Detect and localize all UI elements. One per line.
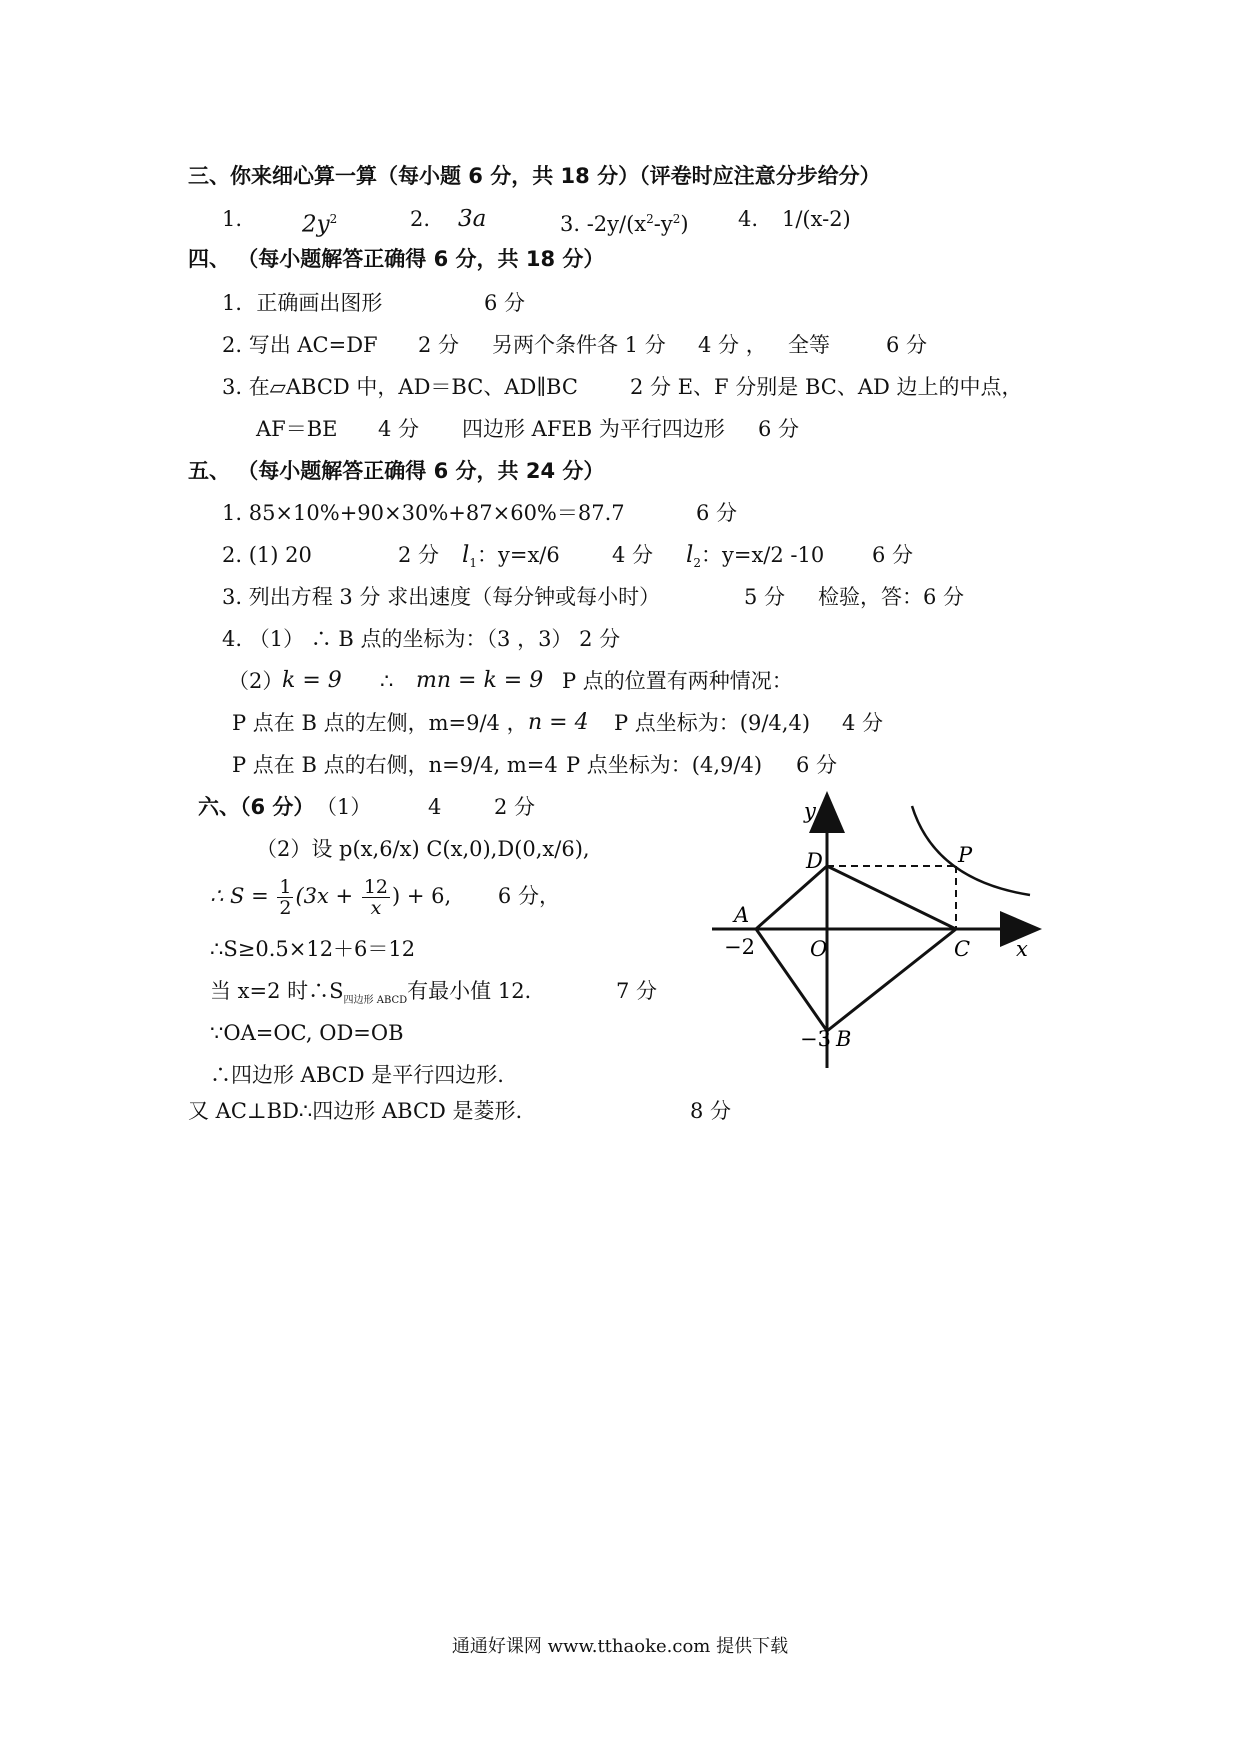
s4-l4-text: AF＝BE bbox=[256, 417, 338, 441]
s5-l7-text: P 点在 B 点的右侧，n=9/4, m=4 bbox=[232, 753, 558, 777]
s4-l1-score: 6 分 bbox=[484, 291, 526, 315]
section-4-title: 四、 （每小题解答正确得 6 分，共 18 分） bbox=[188, 247, 605, 271]
s3-a4-label: 4. bbox=[738, 207, 759, 231]
s3-a2-value: 3a bbox=[458, 206, 487, 232]
s5-l5-label: （2） bbox=[228, 669, 284, 693]
s6-line-3 bbox=[210, 872, 560, 920]
s6-line-2: （2）设 p(x,6/x) C(x,0),D(0,x/6), bbox=[256, 837, 590, 861]
s5-l5-text: P 点的位置有两种情况： bbox=[562, 669, 793, 693]
footer-text: 通通好课网 www.tthaoke.com 提供下载 bbox=[451, 1636, 789, 1657]
s6-l1-label: （1） bbox=[316, 795, 372, 819]
s5-l5-therefore: ∴ bbox=[380, 669, 394, 693]
s6-l8-text: 又 AC⊥BD∴四边形 ABCD 是菱形. bbox=[188, 1099, 523, 1123]
s5-l5-mn: mn = k = 9 bbox=[416, 668, 544, 693]
s5-l3-text-b: 检验，答：6 分 bbox=[818, 585, 965, 609]
label-b: B bbox=[836, 1027, 852, 1051]
s4-l1-text: 1．正确画出图形 bbox=[222, 291, 383, 315]
s3-a1-value: $2y^2$ bbox=[302, 211, 338, 238]
s5-l6-score: 4 分 bbox=[842, 711, 884, 735]
s6-l1-score: 2 分 bbox=[494, 795, 536, 819]
section-6-title: 六、（6 分） bbox=[198, 795, 315, 819]
s5-l2-score-b: 4 分 bbox=[612, 543, 654, 567]
section-5-title: 五、 （每小题解答正确得 6 分，共 24 分） bbox=[188, 459, 605, 483]
s4-l3-text: 3. 在▱ABCD 中，AD＝BC、AD∥BC bbox=[222, 375, 578, 399]
s5-l6-n: n = 4 bbox=[528, 710, 589, 735]
s6-l3-score: 6 分， bbox=[497, 884, 560, 908]
label-minus-2: −2 bbox=[724, 935, 755, 959]
s4-l4-score-a: 4 分 bbox=[378, 417, 420, 441]
label-o: O bbox=[810, 937, 828, 961]
label-y: y bbox=[804, 799, 816, 823]
s4-l2-score-b: 4 分 ， bbox=[698, 333, 767, 357]
s4-l2-text-c: 全等 bbox=[788, 333, 830, 357]
label-a: A bbox=[734, 903, 750, 927]
s5-line-4: 4. （1） ∴ B 点的坐标为：（3 ，3） 2 分 bbox=[222, 627, 621, 651]
s5-l2-score-a: 2 分 bbox=[398, 543, 440, 567]
s4-l4-score-b: 6 分 bbox=[758, 417, 800, 441]
label-d: D bbox=[806, 849, 823, 873]
label-c: C bbox=[954, 937, 971, 961]
rhombus-abcd bbox=[756, 866, 956, 1031]
s6-l3-twelve-over-x: $\frac{12}{x}$ bbox=[363, 876, 389, 919]
s3-a2-label: 2. bbox=[410, 207, 431, 231]
s5-l2-line1: $l_1$：y=x/6 bbox=[462, 542, 560, 571]
s6-line-6: ∵OA=OC, OD=OB bbox=[210, 1021, 404, 1045]
s6-l3-half: $\frac{1}{2}$ bbox=[279, 876, 292, 919]
s5-l5-k: k = 9 bbox=[282, 668, 342, 693]
s4-l2-score-c: 6 分 bbox=[886, 333, 928, 357]
s4-l2-text-b: 另两个条件各 1 分 bbox=[492, 333, 666, 357]
s6-l5-score: 7 分 bbox=[616, 979, 658, 1003]
s6-l1-value: 4 bbox=[428, 795, 442, 819]
section-3-title: 三、你来细心算一算（每小题 6 分，共 18 分）（评卷时应注意分步给分） bbox=[188, 164, 881, 188]
s6-l3-mid: (3x + bbox=[295, 884, 354, 908]
s5-l6-point: P 点坐标为：(9/4,4) bbox=[614, 711, 811, 735]
s6-l3-s: ∴ S = bbox=[210, 884, 269, 908]
s5-l2-text: 2. (1) 20 bbox=[222, 543, 312, 567]
s3-a1-label: 1. bbox=[222, 207, 243, 231]
s3-a4-value: 1/(x-2) bbox=[782, 207, 851, 231]
s6-l8-score: 8 分 bbox=[690, 1099, 732, 1123]
s4-l3-text-b: 2 分 E、F 分别是 BC、AD 边上的中点， bbox=[630, 375, 1023, 399]
s5-l3-text: 3. 列出方程 3 分 求出速度（每分钟或每小时） bbox=[222, 585, 661, 609]
s5-l1-score: 6 分 bbox=[696, 501, 738, 525]
hyperbola-curve bbox=[912, 806, 1030, 895]
s5-l7-point: P 点坐标为：(4,9/4) bbox=[566, 753, 763, 777]
s5-l2-line2: $l_2$：y=x/2 -10 bbox=[686, 542, 825, 571]
s5-l2-score-c: 6 分 bbox=[872, 543, 914, 567]
s5-l6-text: P 点在 B 点的左侧，m=9/4 ， bbox=[232, 711, 528, 735]
s6-line-4: ∴S≥0.5×12＋6＝12 bbox=[210, 937, 416, 961]
label-x: x bbox=[1016, 937, 1028, 961]
s3-a3-value: 3. $-2y/(x^2-y^2)$ bbox=[560, 212, 689, 236]
s5-l3-score: 5 分 bbox=[744, 585, 786, 609]
s6-line-7: ∴四边形 ABCD 是平行四边形. bbox=[210, 1063, 504, 1087]
label-p: P bbox=[958, 843, 973, 867]
s5-l7-score: 6 分 bbox=[796, 753, 838, 777]
s4-l2-score-a: 2 分 bbox=[418, 333, 460, 357]
s4-l4-text-b: 四边形 AFEB 为平行四边形 bbox=[462, 417, 725, 441]
s6-l3-end: ) + 6, bbox=[392, 884, 452, 908]
label-minus-3: −3 bbox=[800, 1027, 831, 1051]
s5-l1-text: 1. 85×10%+90×30%+87×60%＝87.7 bbox=[222, 501, 625, 525]
s6-l5-text: 当 x=2 时$\therefore S_{四边形 ABCD}$有最小值 12. bbox=[210, 979, 532, 1007]
s4-l2-text: 2. 写出 AC=DF bbox=[222, 333, 378, 357]
